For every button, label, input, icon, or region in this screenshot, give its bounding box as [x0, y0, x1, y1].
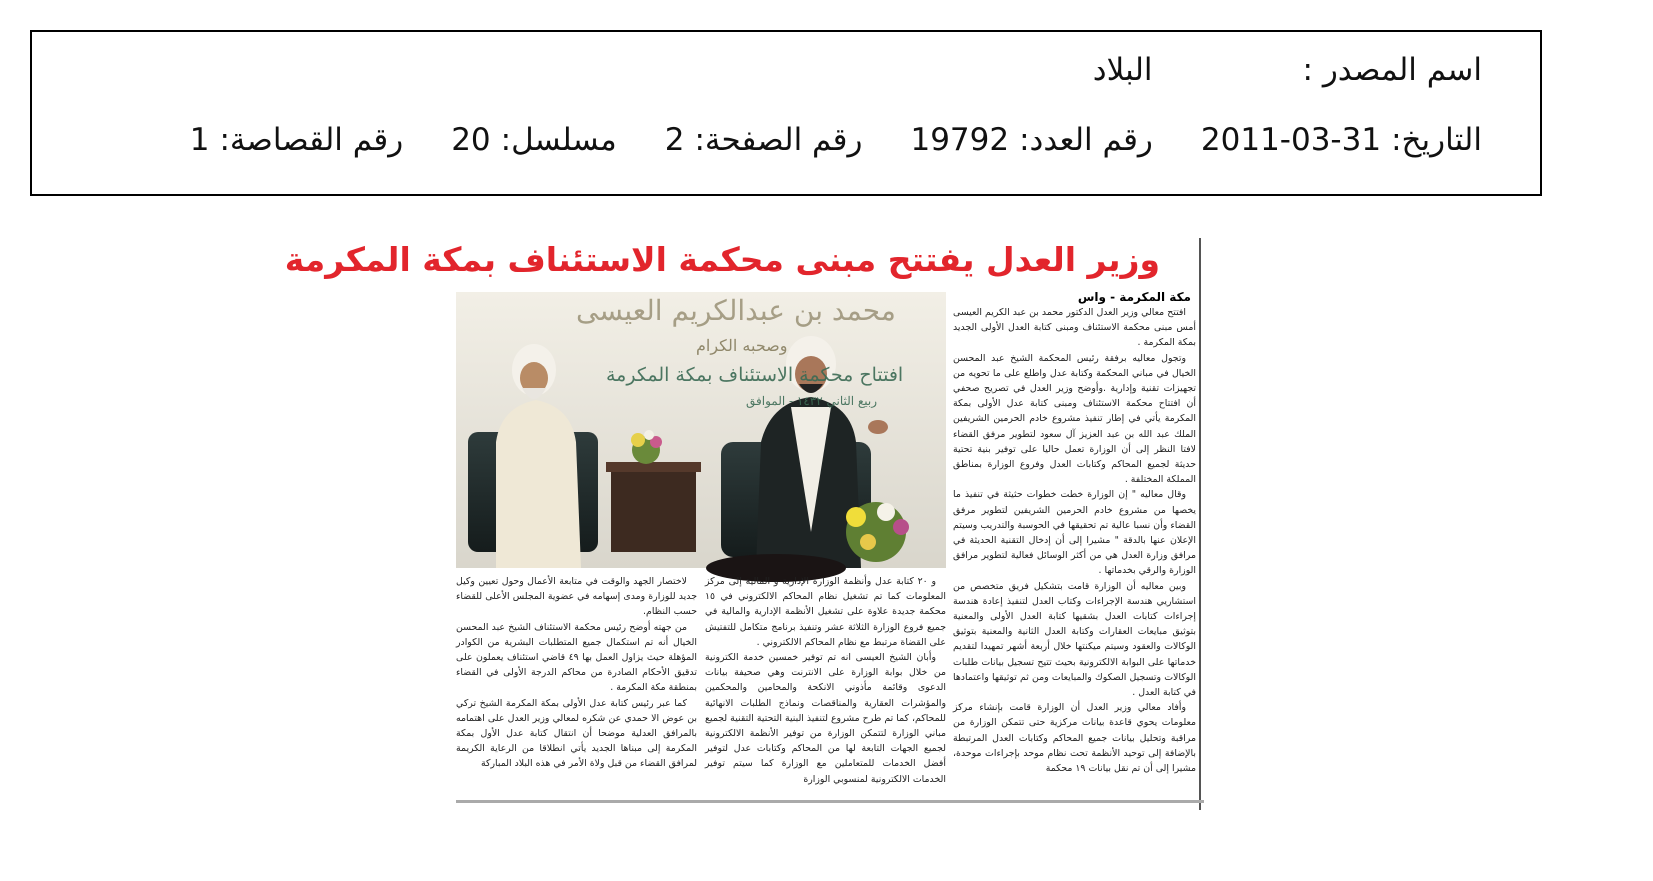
serial-field — [451, 118, 617, 162]
details-row — [190, 118, 1482, 162]
photo-banner-date: ربيع الثاني ١٤٣٢ - الموافق — [746, 394, 878, 408]
article-photo — [456, 292, 946, 568]
article-column-left — [456, 574, 697, 786]
paragraph: وقال معاليه " إن الوزارة خطت خطوات حثيثة في تنفيذ ما يخصها من مشروع خادم الحرمين الشريفين لتطوير مرفق القضاء وأن نسبا عالية تم تحقيقها في الحوسبة والتدريب وسيتم الإعلان عنها بالدقة " مشيرا إلى أن إدخال التقنية الحديثة في مرافق وزارة العدل هي من أكثر الوسائل فعالية لتطوير مرافق الوزارة والرقي بخدماتها . — [953, 489, 1196, 577]
date-label: التاريخ: — [1391, 122, 1482, 158]
serial-label: مسلسل: — [500, 122, 617, 158]
paragraph: لاختصار الجهد والوقت في متابعة الأعمال وحول تعيين وكيل جديد للوزارة ومدى إسهامه في عضوية المجلس الأعلى للقضاء حسب النظام. — [456, 576, 697, 618]
source-value: البلاد — [1092, 52, 1153, 88]
date-field — [1201, 118, 1482, 162]
article-column-middle — [705, 574, 946, 786]
page-value: 2 — [664, 122, 685, 158]
paragraph: من جهته أوضح رئيس محكمة الاستئناف الشيخ عبد المحسن الخيال أنه تم استكمال جميع المتطلبات البشرية من الكوادر المؤهلة حيث يزاول العمل بها ٤٩ قاضي استئناف يعملون على تدقيق الأحكام الصادرة من محاكم الدرجة الأولى في القضاء بمنطقة مكة المكرمة . — [456, 621, 697, 694]
date-value: 2011-03-31 — [1200, 122, 1382, 158]
page-label: رقم الصفحة: — [694, 122, 863, 158]
page-field — [665, 118, 863, 162]
article-column-right — [953, 305, 1196, 795]
photo-banner-guests: وصحبه الكرام — [696, 336, 788, 355]
paragraph: وأفاد معالي وزير العدل أن الوزارة قامت بإنشاء مركز معلومات يحوي قاعدة بيانات مركزية حتى تتمكن الوزارة من مراقبة وتحليل بيانات جميع المحاكم وكتابات العدل المرتبطة بالإضافة إلى توحيد الأنظمة تحت نظام موحد بإجراءات موحدة، مشيرا إلى أن تم نقل بيانات ١٩ محكمة — [953, 702, 1196, 775]
photo-illustration — [456, 292, 946, 568]
issue-field — [910, 118, 1152, 162]
issue-label: رقم العدد: — [1019, 122, 1153, 158]
source-info-box — [30, 30, 1542, 196]
article-headline: وزير العدل يفتتح مبنى محكمة الاستئناف بمكة المكرمة — [284, 240, 1160, 279]
paragraph: افتتح معالي وزير العدل الدكتور محمد بن عبد الكريم العيسى أمس مبنى محكمة الاستئناف ومبنى كتابة العدل الأولى الجديد بمكة المكرمة . — [953, 307, 1196, 349]
source-label: اسم المصدر : — [1302, 52, 1482, 88]
clipping-right-rule — [1199, 238, 1201, 810]
paragraph: وتجول معاليه برفقة رئيس المحكمة الشيخ عبد المحسن الخيال في مباني المحكمة وكتابة عدل واطلع على ما تحويه من تجهيزات تقنية وإدارية .وأوضح وزير العدل في تصريح صحفي أن افتتاح محكمة الاستئناف ومبنى كتابة عدل الأولى بمكة المكرمة يأتي في إطار تنفيذ مشروع خادم الحرمين الشريفين الملك عبد الله بن عبد العزيز آل سعود لتطوير مرفق القضاء لافتا النظر إلى أن الوزارة تعمل حاليا على توفير بنية تحتية حديثة لجميع المحاكم وكتابات العدل وفروع الوزارة بمناطق المملكة المختلفة . — [953, 352, 1196, 486]
issue-value: 19792 — [910, 122, 1010, 158]
clip-number-value: 1 — [189, 122, 210, 158]
photo-banner-event: افتتاح محكمة الاستئناف بمكة المكرمة — [606, 364, 904, 386]
paragraph: و ٢٠ كتابة عدل وأنظمة الوزارة الإدارية و المالية إلى مركز المعلومات كما تم تشغيل نظام المحاكم الالكتروني في ١٥ محكمة جديدة علاوة على تشغيل الأنظمة الإدارية والمالية في جميع فروع الوزارة الثلاثة عشر وتنفيذ برنامج متكامل للتفتيش على القضاة مرتبط مع نظام المحاكم الالكتروني . — [705, 576, 946, 648]
clip-number-label: رقم القصاصة: — [219, 122, 404, 158]
clipping-bottom-rule — [456, 800, 1204, 803]
paragraph: كما عبر رئيس كتابة عدل الأولى بمكة المكرمة الشيخ تركي بن عوض الا حمدي عن شكره لمعالي وزير العدل على اهتمامه بالمرافق العدلية موضحا أن انتقال كتابة عدل الأول بمكة المكرمة إلى مبناها الجديد يأتي انطلاقا من الرعاية الكريمة لمرافق القضاء من قبل ولاة الأمر في هذه البلاد المباركة — [456, 697, 697, 770]
paragraph: وأبان الشيخ العيسى انه تم توفير خمسين خدمة الكترونية من خلال بوابة الوزارة على الانترنت وهي صحيفة بيانات الدعوى وقائمة مأذوني الانكحة والمحامين والمحكمين والمؤشرات العقارية والمناقصات ونماذج الطلبات الانهائية للمحاكم، كما تم طرح مشروع لتنفيذ البنية التحتية التقنية لجميع مباني الوزارة لتتمكن الوزارة من توفير الأنظمة الالكترونية لجميع الجهات التابعة لها من المحاكم وكتابات عدل لتوفير أفضل الخدمات للمتعاملين مع الوزارة كما سيتم توفير الخدمات الالكترونية لمنسوبي الوزارة — [705, 652, 946, 785]
source-row — [1093, 48, 1482, 92]
clip-number-field — [190, 118, 403, 162]
article-dateline: مكة المكرمة - واس — [1077, 290, 1191, 304]
serial-value: 20 — [451, 122, 491, 158]
photo-banner-name: محمد بن عبدالكريم العيسى — [576, 294, 896, 327]
paragraph: وبين معاليه أن الوزارة قامت بتشكيل فريق متخصص من استشاريي هندسة الإجراءات وكتاب العدل لتنفيذ إعادة هندسة إجراءات كتابات العدل بشقيها كتابة العدل الأولى والمعنية بتوثيق مبايعات العقارات وكتابة العدل الثانية والمعنية بتوثيق الوكالات والعقود وسيتم ميكنتها خلال أربعة أشهر تمهيدا لتقديم خدماتها على البوابة الالكترونية بحيث تتيح تسجيل بيانات طلبات الوكالات وتسجيل الصكوك والمبايعات ومن ثم توثيقها واعتمادها في كتابة العدل . — [953, 580, 1196, 699]
